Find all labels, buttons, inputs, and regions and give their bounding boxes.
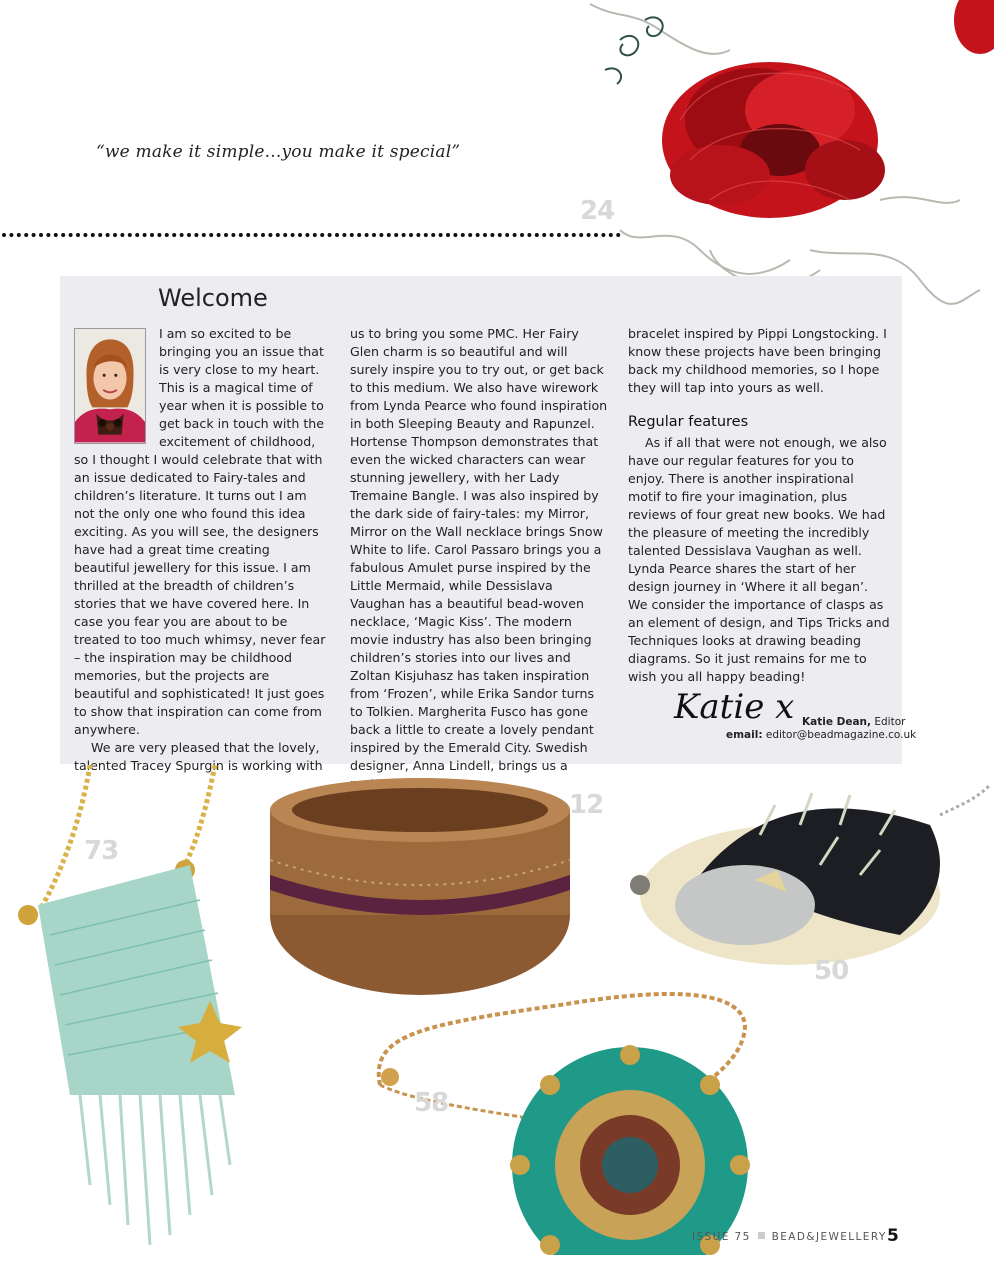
welcome-heading: Welcome bbox=[158, 284, 268, 312]
editorial-column-2 bbox=[350, 325, 609, 793]
page-ref-hedgehog: 50 bbox=[814, 956, 849, 986]
page-ref-necklace: 73 bbox=[84, 836, 119, 866]
welcome-paragraph-1: I am so excited to be bringing you an issue that is very close to my heart. This is a magical time of year when it is possible to get back in touch with the excitement of childhood, so I thought I would celebrate that with an issue dedicated to Fairy-tales and children’s literature. It turns out I am not the only one who found this idea exciting. As you will see, the designers have had a great time creating beautiful jewellery for this issue. I am thrilled at the breadth of children’s stories that we have covered here. In case you fear you are about to be treated to too much whimsy, never fear – the inspiration may be childhood memories, but the projects are beautiful and sophisticated! It just goes to show that inspiration can come from anywhere. bbox=[74, 326, 326, 737]
issue-label: ISSUE 75 bbox=[692, 1231, 751, 1243]
editor-credit: Katie Dean, Editor bbox=[802, 716, 906, 728]
page-ref-pendant: 58 bbox=[414, 1088, 449, 1118]
magazine-name: BEAD&JEWELLERY bbox=[771, 1231, 887, 1243]
editorial-column-3 bbox=[628, 325, 890, 686]
editor-email: email: editor@beadmagazine.co.uk bbox=[726, 729, 917, 741]
svg-text:Katie x: Katie x bbox=[674, 687, 795, 727]
footer-separator bbox=[758, 1232, 765, 1239]
editor-portrait bbox=[74, 328, 146, 444]
wire-rose-photo bbox=[560, 0, 994, 305]
emerald-city-pendant bbox=[379, 994, 750, 1255]
page-number: 5 bbox=[887, 1226, 899, 1246]
welcome-paragraph-3: us to bring you some PMC. Her Fairy Glen charm is so beautiful and will surely inspire you to try out, or get back to this medium. We also have wirework from Lynda Pearce who found inspiration in both Sleeping Beauty and Rapunzel. Hortense Thompson demonstrates that even the wicked characters can wear stunning jewellery, with her Lady Tremaine Bangle. I was also inspired by the dark side of fairy-tales: my Mirror, Mirror on the Wall necklace brings Snow White to life. Carol Passaro brings you a fabulous Amulet purse inspired by the Little Mermaid, while Dessislava Vaughan has a beautiful bead-woven necklace, ‘Magic Kiss’. The modern movie industry has also been bringing children’s stories into our lives and Zoltan Kisjuhasz has taken inspiration from ‘Frozen’, while Erika Sandor turns to Tolkien. Margherita Fusco has gone back a little to create a lovely pendant inspired by the Emerald City. Swedish designer, Anna Lindell, brings us a bbox=[350, 326, 608, 773]
editorial-column-1 bbox=[74, 325, 327, 775]
welcome-paragraph-2: We are very pleased that the lovely, talented Tracey Spurgin is working with bbox=[74, 740, 323, 773]
page-ref-rose: 24 bbox=[580, 196, 615, 226]
editor-signature bbox=[672, 684, 802, 730]
bronze-beaded-bracelet bbox=[270, 778, 570, 995]
beaded-hedgehog bbox=[630, 785, 990, 965]
beaded-amulet-necklace bbox=[18, 765, 242, 1245]
welcome-paragraph-4: bracelet inspired by Pippi Longstocking. I know these projects have been bringing back my childhood memories, so I hope they will tap into yours as well. bbox=[628, 326, 887, 395]
jewellery-photos bbox=[0, 765, 994, 1255]
dotted-rule bbox=[0, 230, 625, 240]
page-footer bbox=[692, 1231, 887, 1243]
tagline: “we make it simple...you make it special” bbox=[96, 142, 461, 162]
welcome-paragraph-5: As if all that were not enough, we also have our regular features for you to enjoy. There is another inspirational motif to fire your imagination, plus reviews of four great new books. We had the pleasure of meeting the incredibly talented Dessislava Vaughan as well. Lynda Pearce shares the start of her design journey in ‘Where it all began’. We consider the importance of clasps as an element of design, and Tips Tricks and Techniques looks at drawing beading diagrams. So it just remains for me to wish you all happy beading! bbox=[628, 435, 890, 684]
page-ref-bracelet: 12 bbox=[569, 790, 604, 820]
regular-features-heading: Regular features bbox=[628, 414, 749, 430]
